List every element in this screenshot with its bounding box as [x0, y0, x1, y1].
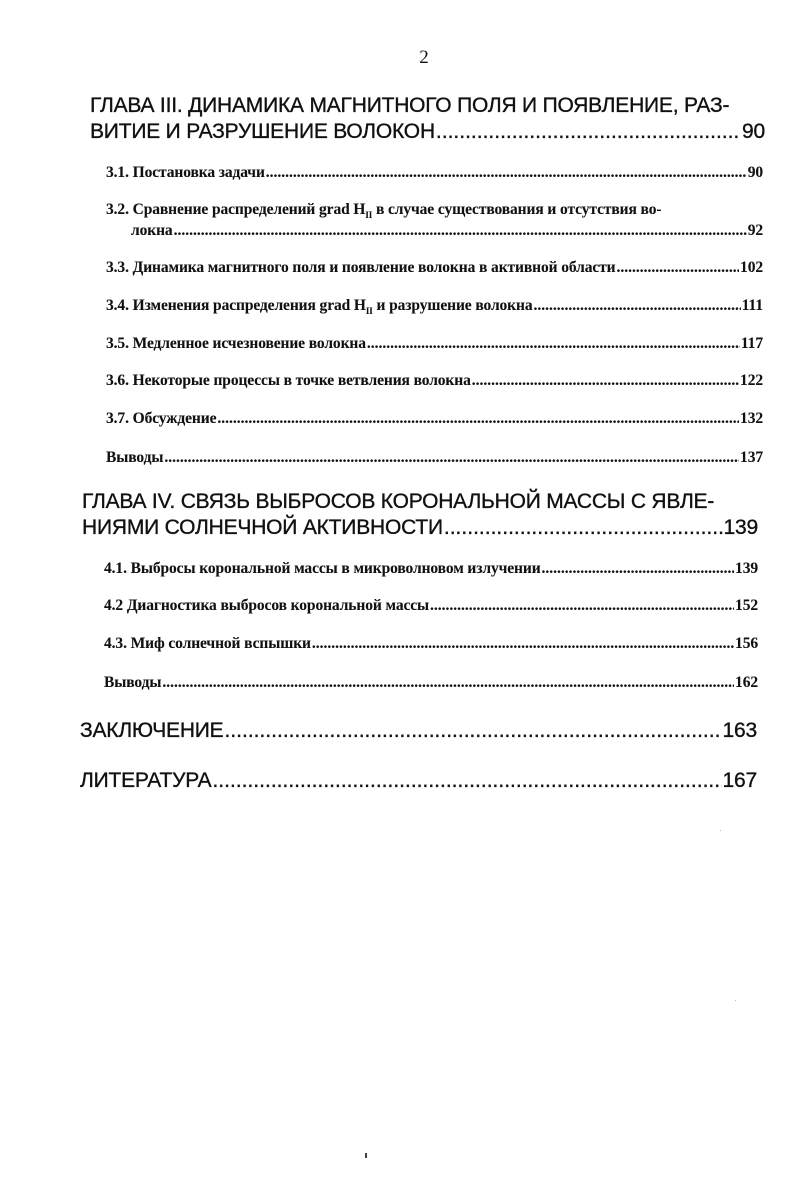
toc-item-page: 90 — [747, 164, 763, 181]
dot-leader — [542, 560, 735, 578]
chapter-3-title-line1: ГЛАВА III. ДИНАМИКА МАГНИТНОГО ПОЛЯ И ПОЯВЛЕНИЕ, РАЗ- — [90, 94, 730, 117]
toc-item-label: 3.3. Динамика магнитного поля и появление волокна в активной области — [106, 259, 616, 276]
toc-item-label: локна — [131, 222, 173, 239]
toc-item-label-rest: в случае существования и отсутствия во- — [372, 201, 662, 218]
toc-item-3-4[interactable] — [106, 297, 763, 316]
toc-item-page: 132 — [740, 410, 763, 427]
toc-item-label: 4.3. Миф солнечной вспышки — [104, 635, 311, 652]
toc-item-chapter-4-conclusions[interactable] — [104, 674, 758, 692]
toc-item-literature[interactable] — [80, 769, 757, 793]
chapter-4-page: 139 — [723, 516, 758, 539]
scan-artifact — [365, 1153, 367, 1158]
toc-item-label: 3.5. Медленное исчезновение волокна — [106, 335, 366, 352]
toc-item-label: Выводы — [104, 674, 162, 691]
toc-item-page: 162 — [735, 674, 758, 691]
toc-item-4-2[interactable] — [104, 597, 758, 615]
dot-leader — [444, 516, 723, 540]
dot-leader — [212, 769, 721, 793]
dot-leader — [430, 597, 734, 615]
toc-item-3-1[interactable] — [106, 164, 763, 182]
dot-leader — [162, 674, 734, 692]
dot-leader — [174, 222, 747, 240]
toc-item-label: 4.1. Выбросы корональной массы в микроволновом излучении — [104, 560, 541, 577]
dot-leader — [266, 164, 747, 182]
toc-item-label: ЛИТЕРАТУРА — [80, 769, 212, 792]
toc-item-3-5[interactable] — [106, 335, 763, 353]
toc-item-page: 117 — [740, 335, 763, 352]
scan-speck — [720, 830, 721, 831]
dot-leader — [617, 259, 740, 277]
dot-leader — [367, 335, 740, 353]
dot-leader — [225, 719, 722, 743]
toc-item-3-2-line2[interactable] — [131, 222, 763, 240]
toc-item-page: 92 — [747, 222, 763, 239]
page-number: 2 — [419, 47, 429, 68]
toc-item-3-2-line1[interactable] — [106, 201, 661, 220]
chapter-4-title-line1: ГЛАВА IV. СВЯЗЬ ВЫБРОСОВ КОРОНАЛЬНОЙ МАССЫ С ЯВЛЕ- — [82, 490, 715, 513]
dot-leader — [217, 410, 739, 428]
chapter-3-title-line2: ВИТИЕ И РАЗРУШЕНИЕ ВОЛОКОН — [90, 120, 435, 143]
toc-item-label — [106, 297, 533, 316]
subscript: II — [365, 306, 373, 317]
toc-item-conclusion[interactable] — [80, 719, 757, 743]
toc-item-label: 3.6. Некоторые процессы в точке ветвления волокна — [106, 372, 471, 389]
toc-item-3-3[interactable] — [106, 259, 763, 277]
toc-item-label: Выводы — [106, 449, 164, 466]
chapter-4-entry[interactable] — [82, 516, 758, 540]
dot-leader — [312, 635, 734, 653]
toc-item-page: 111 — [741, 297, 763, 314]
chapter-3-entry[interactable] — [90, 120, 765, 144]
dot-leader — [164, 449, 739, 467]
toc-item-page: 156 — [735, 635, 758, 652]
dot-leader — [534, 297, 741, 315]
toc-item-label-rest: и разрушение волокна — [372, 297, 533, 314]
toc-item-page: 122 — [740, 372, 763, 389]
toc-item-page: 102 — [740, 259, 763, 276]
chapter-3-page: 90 — [742, 120, 765, 143]
dot-leader — [436, 120, 741, 144]
toc-item-page: 167 — [722, 769, 757, 792]
toc-item-page: 152 — [735, 597, 758, 614]
toc-item-4-1[interactable] — [104, 560, 758, 578]
chapter-4-title-line2: НИЯМИ СОЛНЕЧНОЙ АКТИВНОСТИ — [82, 516, 443, 539]
toc-item-label: 3.7. Обсуждение — [106, 410, 217, 427]
toc-item-4-3[interactable] — [104, 635, 758, 653]
toc-item-page: 137 — [740, 449, 763, 466]
toc-item-label: ЗАКЛЮЧЕНИЕ — [80, 719, 224, 742]
subscript: II — [365, 210, 373, 221]
scan-speck — [735, 1000, 736, 1001]
toc-item-label-start: 3.4. Изменения распределения grad H — [106, 297, 366, 314]
toc-item-page: 163 — [722, 719, 757, 742]
toc-item-label: 3.1. Постановка задачи — [106, 164, 265, 181]
toc-item-3-7[interactable] — [106, 410, 763, 428]
toc-item-label: 4.2 Диагностика выбросов корональной массы — [104, 597, 430, 614]
toc-item-3-6[interactable] — [106, 372, 763, 390]
toc-item-page: 139 — [735, 560, 758, 577]
toc-item-label: 3.2. Сравнение распределений grad H — [106, 201, 366, 218]
dot-leader — [472, 372, 739, 390]
toc-item-chapter-3-conclusions[interactable] — [106, 449, 763, 467]
